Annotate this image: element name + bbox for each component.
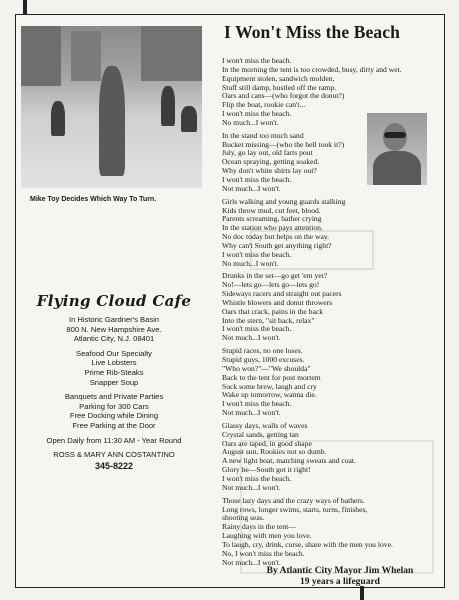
poem-line: Flip the boat, rookie can't...: [222, 101, 306, 110]
byline-author: By Atlantic City Mayor Jim Whelan: [266, 566, 414, 576]
ad-service-line: Parking for 300 Cars: [79, 401, 149, 411]
ad-service-line: Free Docking while Dining: [69, 411, 159, 421]
poem-line: Not much...I won't.: [222, 558, 281, 567]
poem-line: Rainy days in the tent—: [222, 523, 296, 532]
poem-line: July, go lay out, old farts pout: [222, 149, 313, 158]
poem-line: Suck some brew, laugh and cry: [222, 382, 317, 391]
poem-line: No!—lets go—lets go—lets go!: [222, 281, 320, 290]
top-binding-mark: [23, 0, 27, 14]
poem-line: In the station who pays attention.: [222, 224, 323, 233]
background-building: [21, 26, 61, 86]
poem-line: A new light boat, matching sweats and coat.: [222, 457, 356, 466]
poem-line: Not much...I won't.: [222, 483, 281, 492]
beachgoer-figure: [51, 101, 65, 136]
poem-line: shooting seas.: [222, 514, 265, 523]
poem-line: I won't miss the beach.: [222, 250, 292, 259]
poem-line: Wake up tomorrow, wanna die.: [222, 391, 317, 400]
poem-line: No much...I won't.: [222, 118, 279, 127]
poem-line: In the stand too much sand: [222, 131, 304, 140]
byline: [240, 566, 440, 588]
poem-line: Ocean spraying, getting soaked.: [222, 158, 320, 167]
ad-address-line: 800 N. New Hampshire Ave.: [66, 324, 162, 334]
poem-line: Stupid races, no one loses.: [222, 347, 303, 356]
poem-title: I Won't Miss the Beach: [224, 22, 400, 42]
poem-line: I won't miss the beach.: [222, 474, 292, 483]
poem-line: No much...I won't.: [222, 259, 279, 268]
poem-body: [222, 57, 434, 567]
poem-line: Bucket missing—(who the hell took it?): [222, 140, 345, 149]
ad-menu-line: Live Lobsters: [91, 358, 137, 368]
poem-line: Drunks in the set—go get 'em yet?: [222, 272, 328, 281]
poem-line: Stupid guys, 1000 excuses.: [222, 356, 305, 364]
poem-line: "Who won?"—"We shoulda": [222, 364, 311, 373]
poem-line: Whistle blowers and donut throwers: [222, 298, 333, 307]
poem-line: Oars and cans—(who forgot the donut?): [222, 92, 345, 101]
poem-line: In the morning the tent is too crowded, busy, dirty and wet.: [222, 65, 402, 74]
poem-line: Those lazy days and the crazy ways of bathers.: [222, 496, 365, 505]
poem-line: Girls walking and young guards stalking: [222, 197, 346, 206]
ad-brand: Flying Cloud Cafe: [36, 292, 192, 310]
poem-line: To laugh, cry, drink, curse, share with the men you love.: [222, 540, 393, 549]
poem-line: Parents screaming, bather crying: [222, 215, 322, 224]
poem-line: Oars are taped, in good shape: [222, 439, 312, 448]
ad-hours: Open Daily from 11:30 AM - Year Round: [46, 435, 182, 445]
poem-line: Why don't white shirts lay out?: [222, 167, 317, 176]
ad-owners: ROSS & MARY ANN COSTANTINO: [53, 450, 175, 460]
poem-line: Stuff still damp, hustled off the ramp.: [222, 83, 337, 92]
poem-line: Not much...I won't.: [222, 334, 281, 343]
beachgoer-figure: [181, 106, 197, 132]
restaurant-ad: [20, 292, 208, 472]
poem-line: Not much...I won't.: [222, 409, 281, 418]
poem-line: Oars that crack, pains in the back: [222, 307, 323, 316]
bottom-binding-mark: [360, 586, 364, 600]
ad-address-line: Atlantic City, N.J. 08401: [73, 334, 155, 344]
background-building: [141, 26, 202, 81]
ad-phone: 345-8222: [94, 460, 134, 471]
byline-note: 19 years a lifeguard: [300, 577, 380, 587]
poem-line: I won't miss the beach.: [222, 57, 292, 65]
ad-menu-line: Seafood Our Specialty: [76, 348, 152, 358]
poem-line: Laughing with men you love.: [222, 532, 312, 541]
poem-line: I won't miss the beach.: [222, 175, 292, 184]
ad-menu-line: Snapper Soup: [89, 377, 139, 387]
poem-line: August sun, Rookies not so dumb.: [222, 448, 327, 457]
ad-service-line: Banquets and Private Parties: [64, 392, 164, 402]
beach-photo: [21, 26, 202, 188]
poem-line: Not much...I won't.: [222, 184, 281, 193]
ad-address-line: In Historic Gardner's Basin: [68, 315, 160, 324]
ad-service-line: Free Parking at the Door: [72, 420, 156, 430]
poem-line: I won't miss the beach.: [222, 400, 292, 409]
poem-line: Equipment stolen, sandwich molden,: [222, 74, 335, 83]
poem-line: No doc today but helps on the way.: [222, 233, 330, 242]
poem-line: No, I won't miss the beach.: [222, 549, 305, 558]
lifeguard-figure: [99, 66, 125, 176]
poem-line: Why can't South get anything right?: [222, 241, 332, 250]
poem-line: Into the stern, "sit back, relax": [222, 316, 315, 325]
poem-line: Glory be—South got it right!: [222, 466, 311, 475]
background-building: [71, 31, 101, 81]
ad-menu-line: Prime Rib-Steaks: [84, 367, 144, 377]
poem-line: Back to the tent for post mortem: [222, 373, 321, 382]
poem-line: Glassy days, walls of waves: [222, 421, 308, 430]
poem-line: Kids throw mud, cut feet, blood.: [222, 206, 321, 215]
photo-caption: Mike Toy Decides Which Way To Turn.: [30, 196, 157, 203]
poem-line: I won't miss the beach.: [222, 110, 292, 119]
poem-line: Crystal sands, getting tan: [222, 430, 299, 439]
poem-line: I won't miss the beach.: [222, 325, 292, 334]
poem-line: Sideways racers and straight out pacers: [222, 290, 342, 299]
beachgoer-figure: [161, 86, 175, 126]
poem-line: Long rows, longer swims, starts, turns, finishes,: [222, 505, 368, 514]
